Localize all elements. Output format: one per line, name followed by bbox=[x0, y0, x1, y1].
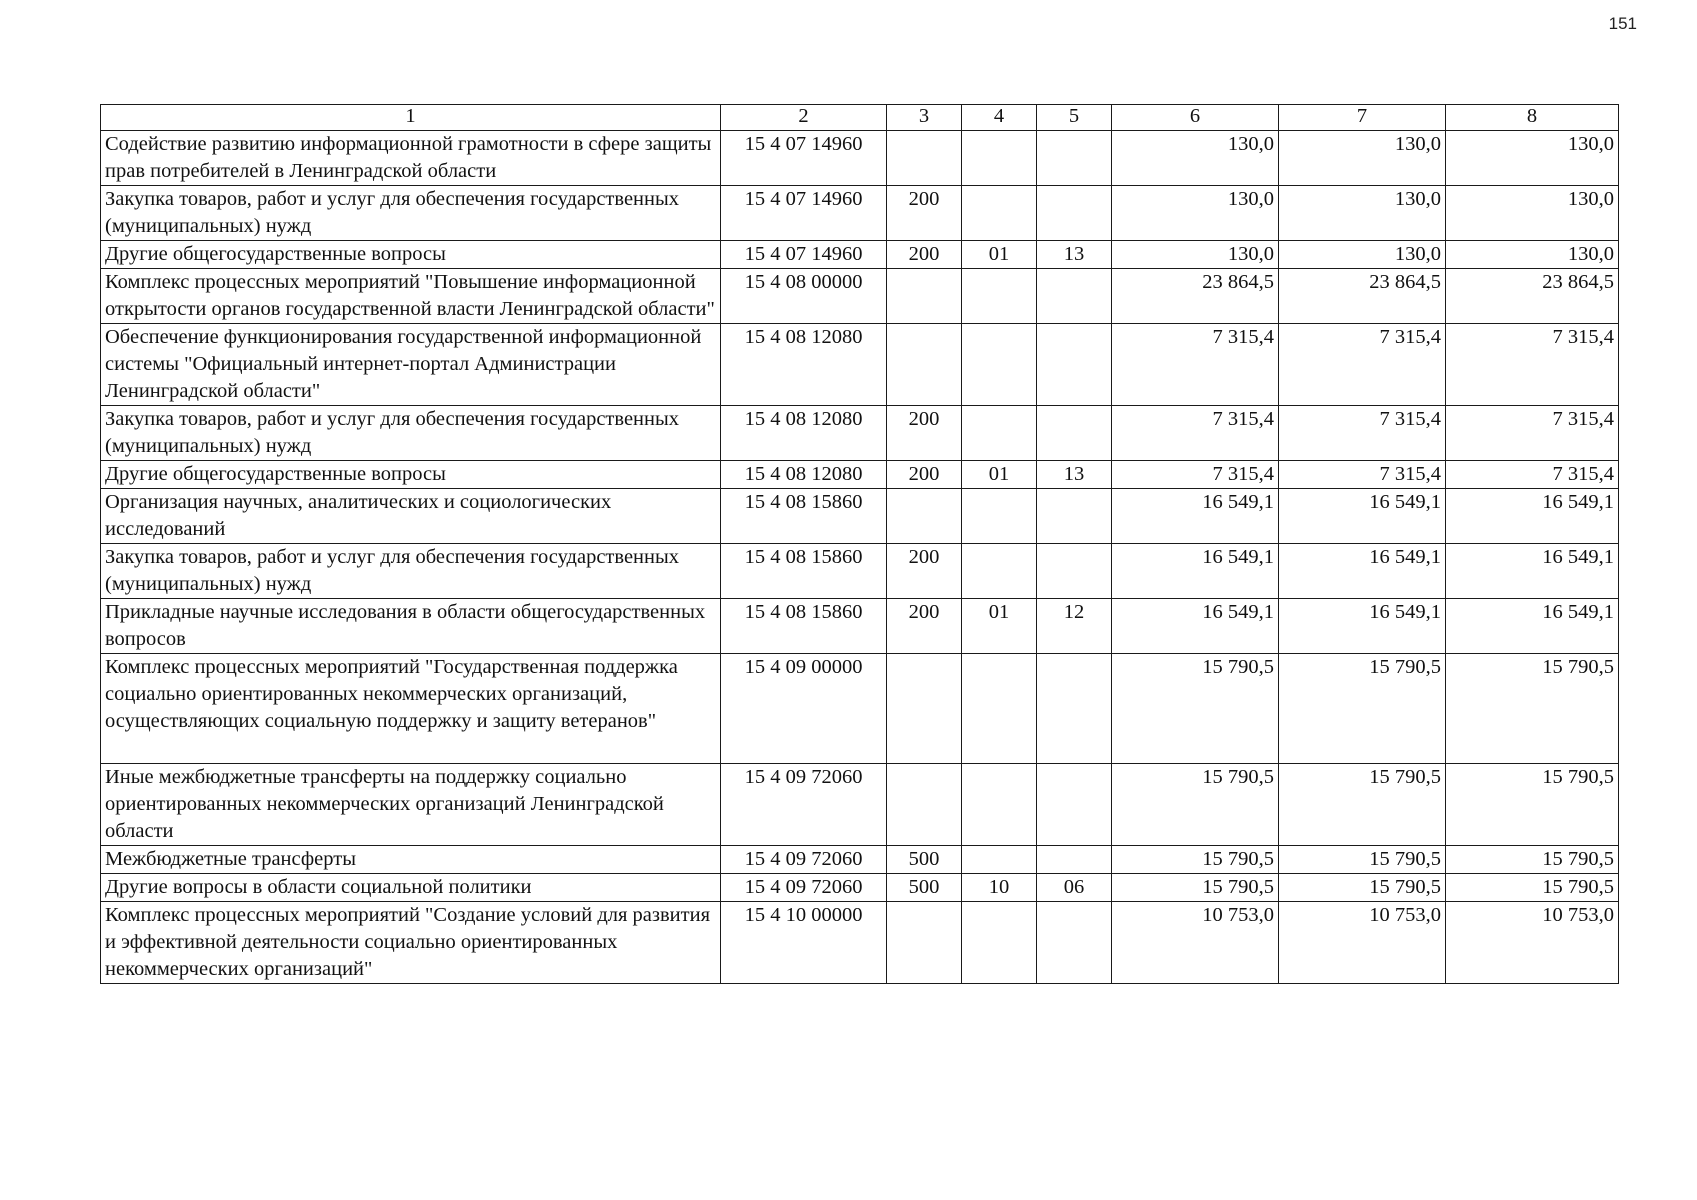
expense-type-cell bbox=[887, 764, 962, 846]
amount-year3-cell: 7 315,4 bbox=[1446, 324, 1619, 406]
amount-year2-cell: 15 790,5 bbox=[1279, 846, 1446, 874]
amount-year1-cell: 130,0 bbox=[1112, 131, 1279, 186]
amount-year2-cell: 7 315,4 bbox=[1279, 406, 1446, 461]
target-article-cell: 15 4 07 14960 bbox=[721, 186, 887, 241]
amount-year2-cell: 130,0 bbox=[1279, 241, 1446, 269]
amount-year3-cell: 130,0 bbox=[1446, 241, 1619, 269]
amount-year1-cell: 16 549,1 bbox=[1112, 599, 1279, 654]
expense-type-cell: 200 bbox=[887, 544, 962, 599]
expense-type-cell: 200 bbox=[887, 186, 962, 241]
section-cell bbox=[962, 846, 1037, 874]
row-name-cell: Иные межбюджетные трансферты на поддержку социально ориентированных некоммерческих организаций Ленинградской области bbox=[101, 764, 721, 846]
table-body bbox=[101, 131, 1619, 984]
table-row bbox=[101, 489, 1619, 544]
amount-year1-cell: 7 315,4 bbox=[1112, 461, 1279, 489]
target-article-cell: 15 4 08 12080 bbox=[721, 461, 887, 489]
section-cell bbox=[962, 406, 1037, 461]
row-name-cell: Закупка товаров, работ и услуг для обеспечения государственных (муниципальных) нужд bbox=[101, 544, 721, 599]
amount-year2-cell: 130,0 bbox=[1279, 186, 1446, 241]
table-row bbox=[101, 599, 1619, 654]
table-row bbox=[101, 846, 1619, 874]
amount-year1-cell: 15 790,5 bbox=[1112, 654, 1279, 764]
subsection-cell bbox=[1037, 324, 1112, 406]
subsection-cell bbox=[1037, 846, 1112, 874]
column-header: 5 bbox=[1037, 105, 1112, 131]
column-header: 8 bbox=[1446, 105, 1619, 131]
amount-year3-cell: 16 549,1 bbox=[1446, 599, 1619, 654]
section-cell: 01 bbox=[962, 599, 1037, 654]
target-article-cell: 15 4 10 00000 bbox=[721, 902, 887, 984]
target-article-cell: 15 4 09 00000 bbox=[721, 654, 887, 764]
subsection-cell: 12 bbox=[1037, 599, 1112, 654]
row-name-cell: Комплекс процессных мероприятий "Создание условий для развития и эффективной деятельности социально ориентированных некоммерческих организаций" bbox=[101, 902, 721, 984]
expense-type-cell: 200 bbox=[887, 461, 962, 489]
amount-year2-cell: 23 864,5 bbox=[1279, 269, 1446, 324]
expense-type-cell: 200 bbox=[887, 599, 962, 654]
amount-year3-cell: 15 790,5 bbox=[1446, 764, 1619, 846]
amount-year1-cell: 15 790,5 bbox=[1112, 874, 1279, 902]
column-header: 3 bbox=[887, 105, 962, 131]
expense-type-cell bbox=[887, 269, 962, 324]
amount-year2-cell: 15 790,5 bbox=[1279, 874, 1446, 902]
table-row bbox=[101, 544, 1619, 599]
table-row bbox=[101, 269, 1619, 324]
expense-type-cell: 200 bbox=[887, 406, 962, 461]
amount-year3-cell: 7 315,4 bbox=[1446, 461, 1619, 489]
row-name-cell: Организация научных, аналитических и социологических исследований bbox=[101, 489, 721, 544]
header-row bbox=[101, 105, 1619, 131]
subsection-cell: 13 bbox=[1037, 461, 1112, 489]
amount-year1-cell: 15 790,5 bbox=[1112, 764, 1279, 846]
section-cell bbox=[962, 269, 1037, 324]
amount-year3-cell: 130,0 bbox=[1446, 186, 1619, 241]
amount-year2-cell: 16 549,1 bbox=[1279, 544, 1446, 599]
section-cell bbox=[962, 902, 1037, 984]
subsection-cell bbox=[1037, 186, 1112, 241]
page-number: 151 bbox=[1608, 14, 1637, 33]
section-cell bbox=[962, 186, 1037, 241]
table-row bbox=[101, 764, 1619, 846]
row-name-cell: Прикладные научные исследования в области общегосударственных вопросов bbox=[101, 599, 721, 654]
target-article-cell: 15 4 09 72060 bbox=[721, 874, 887, 902]
subsection-cell bbox=[1037, 269, 1112, 324]
table-row bbox=[101, 241, 1619, 269]
table-row bbox=[101, 131, 1619, 186]
subsection-cell bbox=[1037, 406, 1112, 461]
amount-year2-cell: 16 549,1 bbox=[1279, 599, 1446, 654]
expense-type-cell: 200 bbox=[887, 241, 962, 269]
target-article-cell: 15 4 09 72060 bbox=[721, 846, 887, 874]
column-header: 4 bbox=[962, 105, 1037, 131]
expense-type-cell: 500 bbox=[887, 846, 962, 874]
amount-year1-cell: 130,0 bbox=[1112, 186, 1279, 241]
subsection-cell bbox=[1037, 902, 1112, 984]
table-row bbox=[101, 186, 1619, 241]
table-row bbox=[101, 406, 1619, 461]
section-cell: 01 bbox=[962, 241, 1037, 269]
amount-year3-cell: 15 790,5 bbox=[1446, 846, 1619, 874]
row-name-cell: Закупка товаров, работ и услуг для обеспечения государственных (муниципальных) нужд bbox=[101, 186, 721, 241]
amount-year1-cell: 16 549,1 bbox=[1112, 489, 1279, 544]
subsection-cell: 06 bbox=[1037, 874, 1112, 902]
subsection-cell bbox=[1037, 131, 1112, 186]
row-name-cell: Комплекс процессных мероприятий "Повышение информационной открытости органов государственной власти Ленинградской области" bbox=[101, 269, 721, 324]
section-cell bbox=[962, 544, 1037, 599]
target-article-cell: 15 4 08 12080 bbox=[721, 324, 887, 406]
subsection-cell bbox=[1037, 654, 1112, 764]
section-cell: 10 bbox=[962, 874, 1037, 902]
column-header: 1 bbox=[101, 105, 721, 131]
expense-type-cell bbox=[887, 324, 962, 406]
amount-year3-cell: 23 864,5 bbox=[1446, 269, 1619, 324]
column-header: 7 bbox=[1279, 105, 1446, 131]
amount-year3-cell: 7 315,4 bbox=[1446, 406, 1619, 461]
subsection-cell bbox=[1037, 489, 1112, 544]
column-header: 2 bbox=[721, 105, 887, 131]
row-name-cell: Другие общегосударственные вопросы bbox=[101, 241, 721, 269]
amount-year2-cell: 15 790,5 bbox=[1279, 654, 1446, 764]
table-row bbox=[101, 461, 1619, 489]
amount-year2-cell: 7 315,4 bbox=[1279, 461, 1446, 489]
target-article-cell: 15 4 08 00000 bbox=[721, 269, 887, 324]
subsection-cell: 13 bbox=[1037, 241, 1112, 269]
amount-year1-cell: 16 549,1 bbox=[1112, 544, 1279, 599]
amount-year2-cell: 130,0 bbox=[1279, 131, 1446, 186]
amount-year3-cell: 15 790,5 bbox=[1446, 654, 1619, 764]
section-cell bbox=[962, 654, 1037, 764]
target-article-cell: 15 4 08 15860 bbox=[721, 599, 887, 654]
table-row bbox=[101, 324, 1619, 406]
amount-year3-cell: 16 549,1 bbox=[1446, 544, 1619, 599]
target-article-cell: 15 4 07 14960 bbox=[721, 131, 887, 186]
amount-year1-cell: 7 315,4 bbox=[1112, 324, 1279, 406]
section-cell: 01 bbox=[962, 461, 1037, 489]
table-row bbox=[101, 654, 1619, 764]
target-article-cell: 15 4 08 15860 bbox=[721, 544, 887, 599]
target-article-cell: 15 4 08 15860 bbox=[721, 489, 887, 544]
expense-type-cell bbox=[887, 489, 962, 544]
expense-type-cell bbox=[887, 654, 962, 764]
section-cell bbox=[962, 764, 1037, 846]
table-row bbox=[101, 874, 1619, 902]
target-article-cell: 15 4 08 12080 bbox=[721, 406, 887, 461]
section-cell bbox=[962, 489, 1037, 544]
row-name-cell: Обеспечение функционирования государственной информационной системы "Официальный интернет-портал Администрации Ленинградской области" bbox=[101, 324, 721, 406]
row-name-cell: Межбюджетные трансферты bbox=[101, 846, 721, 874]
row-name-cell: Другие общегосударственные вопросы bbox=[101, 461, 721, 489]
row-name-cell: Закупка товаров, работ и услуг для обеспечения государственных (муниципальных) нужд bbox=[101, 406, 721, 461]
amount-year1-cell: 7 315,4 bbox=[1112, 406, 1279, 461]
row-name-cell: Другие вопросы в области социальной политики bbox=[101, 874, 721, 902]
target-article-cell: 15 4 09 72060 bbox=[721, 764, 887, 846]
amount-year3-cell: 10 753,0 bbox=[1446, 902, 1619, 984]
budget-table bbox=[100, 104, 1619, 984]
table-row bbox=[101, 902, 1619, 984]
row-name-cell: Комплекс процессных мероприятий "Государственная поддержка социально ориентированных некоммерческих организаций, осуществляющих социальную поддержку и защиту ветеранов" bbox=[101, 654, 721, 764]
row-name-cell: Содействие развитию информационной грамотности в сфере защиты прав потребителей в Ленинградской области bbox=[101, 131, 721, 186]
amount-year2-cell: 16 549,1 bbox=[1279, 489, 1446, 544]
column-header: 6 bbox=[1112, 105, 1279, 131]
section-cell bbox=[962, 131, 1037, 186]
subsection-cell bbox=[1037, 544, 1112, 599]
expense-type-cell bbox=[887, 131, 962, 186]
section-cell bbox=[962, 324, 1037, 406]
target-article-cell: 15 4 07 14960 bbox=[721, 241, 887, 269]
amount-year2-cell: 10 753,0 bbox=[1279, 902, 1446, 984]
amount-year2-cell: 15 790,5 bbox=[1279, 764, 1446, 846]
amount-year1-cell: 15 790,5 bbox=[1112, 846, 1279, 874]
amount-year3-cell: 16 549,1 bbox=[1446, 489, 1619, 544]
subsection-cell bbox=[1037, 764, 1112, 846]
amount-year1-cell: 23 864,5 bbox=[1112, 269, 1279, 324]
expense-type-cell bbox=[887, 902, 962, 984]
amount-year3-cell: 15 790,5 bbox=[1446, 874, 1619, 902]
amount-year3-cell: 130,0 bbox=[1446, 131, 1619, 186]
amount-year2-cell: 7 315,4 bbox=[1279, 324, 1446, 406]
amount-year1-cell: 10 753,0 bbox=[1112, 902, 1279, 984]
expense-type-cell: 500 bbox=[887, 874, 962, 902]
amount-year1-cell: 130,0 bbox=[1112, 241, 1279, 269]
